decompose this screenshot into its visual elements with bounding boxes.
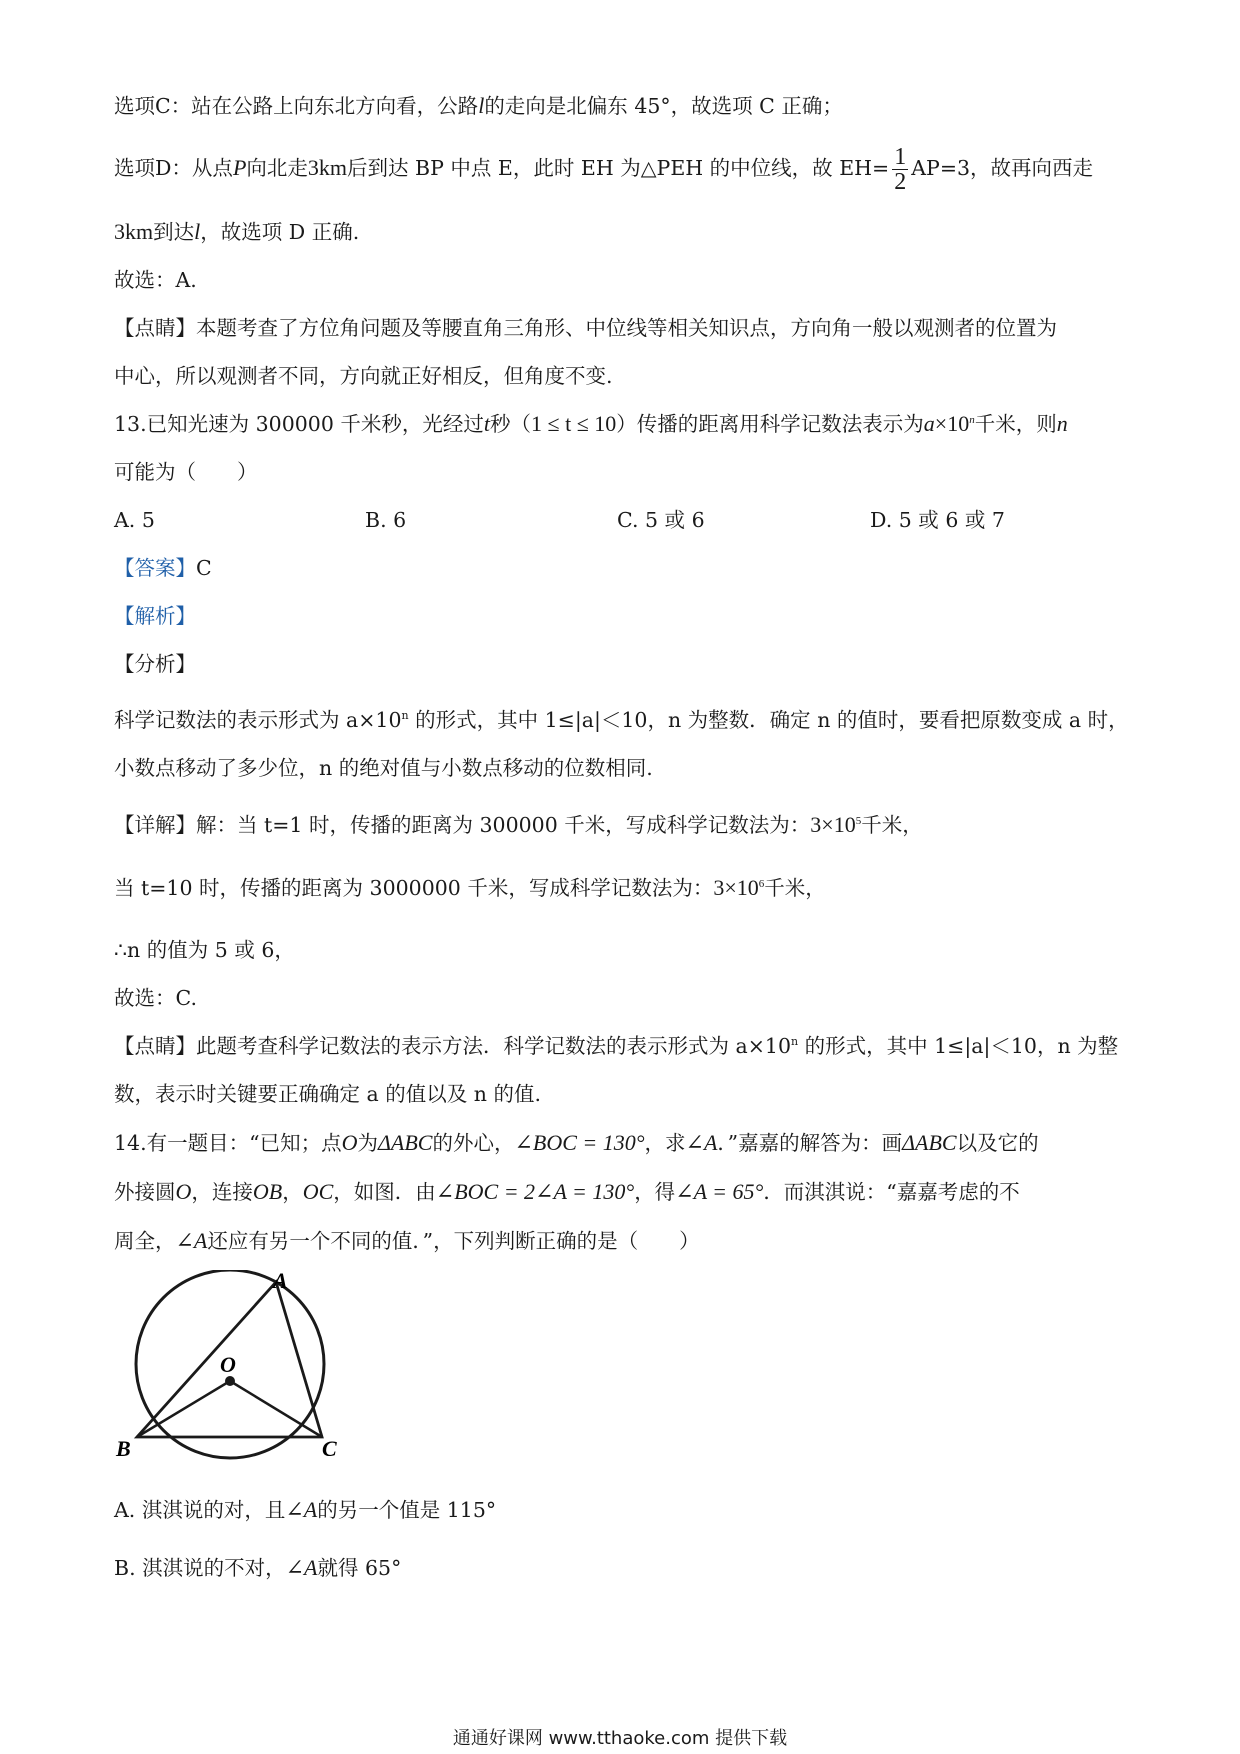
text-seg: 以及它的 (956, 1131, 1039, 1155)
question-14-line-1 (114, 1128, 1130, 1158)
text-seg: 就得 65° (317, 1556, 402, 1580)
detail-line-2 (114, 873, 1130, 903)
question-14-line-3 (114, 1226, 1130, 1256)
math-expr: ΔABC (377, 1130, 433, 1155)
math-exponent: 6 (758, 878, 765, 891)
dianjing-line-1 (114, 1031, 1130, 1061)
math-var: OC (302, 1179, 334, 1204)
text-seg: 【点睛】此题考查科学记数法的表示方法．科学记数法的表示形式为 a×10 (114, 1034, 791, 1058)
q14-option-b (114, 1553, 1130, 1583)
text-seg: 的形式，其中 1≤|a|＜10，n 为整 (798, 1034, 1119, 1058)
question-13-stem (114, 409, 1130, 439)
detail-line-3: ∴n 的值为 5 或 6， (114, 938, 295, 962)
math-exponent: 5 (855, 815, 862, 828)
text-line-option-c (114, 91, 1130, 121)
segment-ob (137, 1381, 230, 1437)
text-seg: ，连接 (191, 1180, 253, 1204)
math-expr: ×10 (934, 411, 970, 436)
question-13-stem-cont: 可能为（ ） (114, 460, 258, 484)
answer-value: C (196, 556, 212, 580)
math-quantity: 3km (114, 219, 154, 244)
text-seg: 到达 (153, 220, 195, 244)
text-seg: AP=3，故再向西走 (911, 156, 1094, 180)
text-seg: 选项D：从点 (114, 156, 233, 180)
detail-line-4: 故选：C. (114, 986, 197, 1010)
center-point-o (225, 1376, 235, 1386)
math-var: l (194, 219, 201, 244)
question-14-line-2 (114, 1177, 1130, 1207)
footer-source: 通通好课网 www.tthaoke.com 提供下载 (452, 1728, 788, 1749)
fraction-denominator: 2 (894, 169, 907, 195)
math-expr: ∠A (685, 1130, 718, 1155)
math-var: a (923, 411, 935, 436)
math-expr: ∠A (285, 1555, 318, 1580)
text-line-comment: 【点睛】本题考查了方位角问题及等腰直角三角形、中位线等相关知识点，方向角一般以观测者的位置为 (114, 316, 1057, 340)
text-line-option-d-cont (114, 217, 1130, 247)
text-seg: ）传播的距离用科学记数法表示为 (616, 412, 924, 436)
fenxi-line-1 (114, 705, 1130, 735)
math-expr: 3×10 (810, 812, 856, 837)
q13-option-b: B. 6 (365, 508, 407, 532)
math-var: l (478, 93, 485, 118)
dianjing-line-2: 数，表示时关键要正确确定 a 的值以及 n 的值. (114, 1082, 542, 1106)
q14-option-a (114, 1495, 1130, 1525)
label-a: A (273, 1270, 288, 1293)
text-seg: 周全， (114, 1229, 176, 1253)
q13-option-c: C. 5 或 6 (617, 508, 705, 532)
math-expr: 3×10 (713, 875, 759, 900)
text-line-choice: 故选：A. (114, 268, 197, 292)
text-seg: 【详解】解：当 t=1 时，传播的距离为 300000 千米，写成科学记数法为： (114, 813, 811, 837)
text-seg: 为 (357, 1131, 378, 1155)
text-seg: ，得 (634, 1180, 676, 1204)
math-var: O (341, 1130, 358, 1155)
math-var: t (483, 411, 491, 436)
text-seg: ，如图．由 (333, 1180, 436, 1204)
text-seg: ．而淇淇说：“嘉嘉考虑的不 (763, 1180, 1020, 1204)
text-seg: 选项C：站在公路上向东北方向看，公路 (114, 94, 479, 118)
text-seg: 当 t=10 时，传播的距离为 3000000 千米，写成科学记数法为： (114, 876, 714, 900)
math-var: OB (252, 1179, 283, 1204)
label-o: O (220, 1352, 236, 1377)
detail-line-1 (114, 810, 1130, 840)
text-seg: 向北走 (246, 156, 308, 180)
text-seg: ，求 (644, 1131, 686, 1155)
fenxi-line-2: 小数点移动了多少位，n 的绝对值与小数点移动的位数相同. (114, 756, 653, 780)
circumcircle-figure (112, 1270, 352, 1460)
text-seg: 的外心， (432, 1131, 515, 1155)
text-seg: 千米， (764, 876, 826, 900)
math-quantity: 3km (307, 155, 348, 180)
label-c: C (322, 1436, 337, 1460)
text-seg: 13.已知光速为 300000 千米秒，光经过 (114, 412, 484, 436)
math-var: n (1056, 411, 1068, 436)
answer-line (114, 553, 1130, 583)
fraction-numerator: 1 (894, 144, 907, 170)
text-line-comment-cont: 中心，所以观测者不同，方向就正好相反，但角度不变. (114, 364, 613, 388)
text-seg: ，故选项 D 正确. (200, 220, 360, 244)
math-expr: ∠A = 65° (675, 1179, 764, 1204)
math-exponent: n (401, 709, 409, 723)
math-exponent: n (791, 1035, 799, 1049)
fraction (892, 145, 908, 194)
math-expr: ∠A (175, 1228, 208, 1253)
text-seg: 外接圆 (114, 1180, 176, 1204)
analysis-label: 【解析】 (114, 604, 196, 628)
math-expr: ∠BOC = 130° (514, 1130, 645, 1155)
text-seg: 还应有另一个不同的值．”，下列判断正确的是（ ） (207, 1229, 700, 1253)
math-expr: ΔABC (902, 1130, 957, 1155)
text-seg: ．”嘉嘉的解答为：画 (717, 1131, 903, 1155)
label-b: B (116, 1436, 131, 1460)
text-seg: 秒（ (490, 412, 532, 436)
text-seg: B. 淇淇说的不对， (114, 1556, 286, 1580)
answer-label: 【答案】 (114, 556, 196, 580)
text-seg: A. 淇淇说的对，且 (114, 1498, 286, 1522)
math-var: O (175, 1179, 192, 1204)
q13-option-a: A. 5 (114, 508, 155, 532)
math-expr: ∠BOC = 2∠A = 130° (435, 1179, 635, 1204)
math-expr: ∠A (285, 1497, 318, 1522)
text-seg: 的走向是北偏东 45°，故选项 C 正确； (484, 94, 843, 118)
math-range: 1 ≤ t ≤ 10 (531, 411, 617, 436)
text-seg: 千米， (861, 813, 923, 837)
text-seg: ， (282, 1180, 303, 1204)
text-line-option-d (114, 140, 1130, 196)
math-var: P (232, 155, 247, 180)
text-seg: 科学记数法的表示形式为 a×10 (114, 708, 402, 732)
math-exponent: n (969, 414, 975, 427)
fenxi-label: 【分析】 (114, 652, 196, 676)
text-seg: 后到达 BP 中点 E，此时 EH 为△PEH 的中位线，故 EH= (347, 156, 890, 180)
text-seg: 千米，则 (974, 412, 1057, 436)
q13-option-d: D. 5 或 6 或 7 (870, 508, 1005, 532)
text-seg: 的形式，其中 1≤|a|＜10，n 为整数．确定 n 的值时，要看把原数变成 a 时， (408, 708, 1129, 732)
text-seg: 14.有一题目：“已知；点 (114, 1131, 342, 1155)
text-seg: 的另一个值是 115° (317, 1498, 497, 1522)
